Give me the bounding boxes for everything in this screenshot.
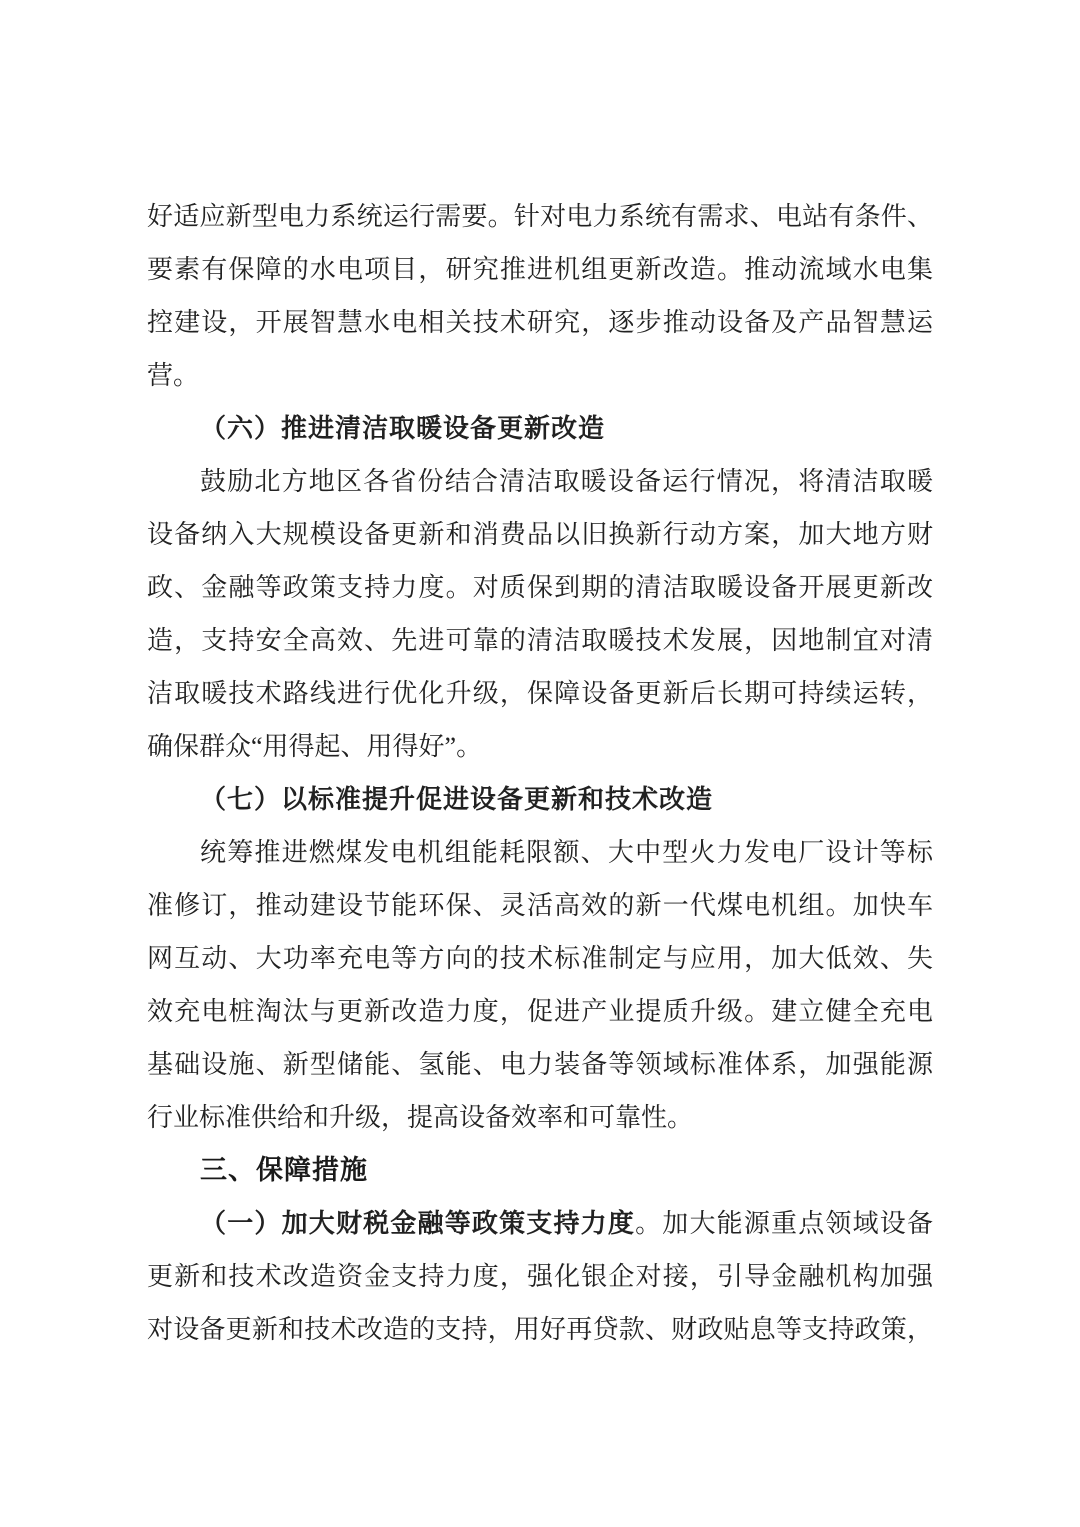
paragraph-line bbox=[147, 667, 933, 720]
paragraph-line bbox=[147, 243, 933, 296]
text-block bbox=[147, 190, 933, 1356]
text-run: 更新和技术改造资金支持力度，强化银企对接，引导金融机构加强 bbox=[147, 1262, 933, 1291]
paragraph-line bbox=[147, 1250, 933, 1303]
bold-text-run: （六）推进清洁取暖设备更新改造 bbox=[200, 414, 606, 443]
paragraph-line bbox=[147, 349, 933, 402]
text-run: 鼓励北方地区各省份结合清洁取暖设备运行情况，将清洁取暖 bbox=[200, 467, 933, 496]
text-run: 设备纳入大规模设备更新和消费品以旧换新行动方案，加大地方财 bbox=[147, 520, 933, 549]
paragraph-line bbox=[147, 879, 933, 932]
paragraph-line bbox=[147, 1303, 933, 1356]
paragraph-line bbox=[147, 296, 933, 349]
text-run: 好适应新型电力系统运行需要。针对电力系统有需求、电站有条件、 bbox=[147, 202, 933, 231]
paragraph-line bbox=[147, 1197, 933, 1250]
bold-text-run: （一）加大财税金融等政策支持力度 bbox=[200, 1209, 636, 1238]
text-run: 控建设，开展智慧水电相关技术研究，逐步推动设备及产品智慧运 bbox=[147, 308, 933, 337]
subsection-heading bbox=[147, 773, 933, 826]
section-heading bbox=[147, 1144, 933, 1197]
paragraph-line bbox=[147, 455, 933, 508]
text-run: 行业标准供给和升级，提高设备效率和可靠性。 bbox=[147, 1103, 694, 1132]
paragraph-line bbox=[147, 190, 933, 243]
text-run: 政、金融等政策支持力度。对质保到期的清洁取暖设备开展更新改 bbox=[147, 573, 933, 602]
paragraph-line bbox=[147, 932, 933, 985]
text-run: 网互动、大功率充电等方向的技术标准制定与应用，加大低效、失 bbox=[147, 944, 933, 973]
bold-text-run: 三、保障措施 bbox=[200, 1155, 368, 1185]
paragraph-line bbox=[147, 720, 933, 773]
paragraph-line bbox=[147, 826, 933, 879]
text-run: 统筹推进燃煤发电机组能耗限额、大中型火力发电厂设计等标 bbox=[200, 838, 933, 867]
paragraph-line bbox=[147, 1091, 933, 1144]
paragraph-line bbox=[147, 508, 933, 561]
text-run: 效充电桩淘汰与更新改造力度，促进产业提质升级。建立健全充电 bbox=[147, 997, 933, 1026]
text-run: 。加大能源重点领域设备 bbox=[635, 1209, 933, 1238]
subsection-heading bbox=[147, 402, 933, 455]
text-run: 对设备更新和技术改造的支持，用好再贷款、财政贴息等支持政策， bbox=[147, 1315, 933, 1344]
text-run: 准修订，推动建设节能环保、灵活高效的新一代煤电机组。加快车 bbox=[147, 891, 933, 920]
text-run: 洁取暖技术路线进行优化升级，保障设备更新后长期可持续运转， bbox=[147, 679, 933, 708]
paragraph-line bbox=[147, 614, 933, 667]
text-run: 确保群众“用得起、用得好”。 bbox=[147, 732, 483, 761]
text-run: 要素有保障的水电项目，研究推进机组更新改造。推动流域水电集 bbox=[147, 255, 933, 284]
paragraph-line bbox=[147, 561, 933, 614]
paragraph-line bbox=[147, 1038, 933, 1091]
bold-text-run: （七）以标准提升促进设备更新和技术改造 bbox=[200, 785, 714, 814]
paragraph-line bbox=[147, 985, 933, 1038]
text-run: 营。 bbox=[147, 361, 200, 390]
text-run: 造，支持安全高效、先进可靠的清洁取暖技术发展，因地制宜对清 bbox=[147, 626, 933, 655]
text-run: 基础设施、新型储能、氢能、电力装备等领域标准体系，加强能源 bbox=[147, 1050, 933, 1079]
